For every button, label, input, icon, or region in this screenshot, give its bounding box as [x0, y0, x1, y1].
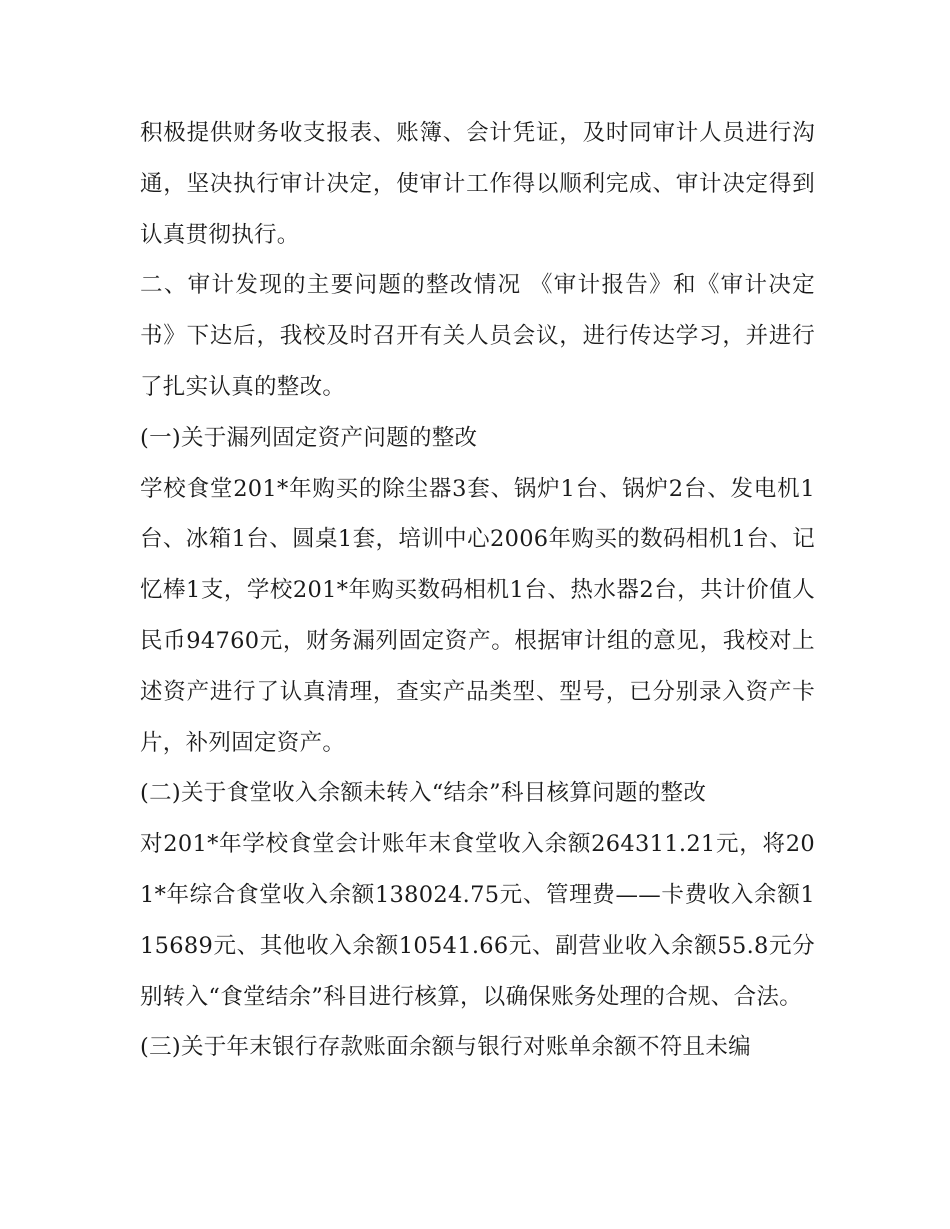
paragraph-fixed-assets: 学校食堂201*年购买的除尘器3套、锅炉1台、锅炉2台、发电机1台、冰箱1台、圆桌1套，培训中心2006年购买的数码相机1台、记忆棒1支，学校201*年购买数码相机1台、热水器2台，共计价值人民币94760元，财务漏列固定资产。根据审计组的意见，我校对上述资产进行了认真清理，查实产品类型、型号，已分别录入资产卡片，补列固定资产。: [140, 475, 815, 756]
document-body: [140, 108, 815, 1073]
paragraph-audit-cooperation: 积极提供财务收支报表、账簿、会计凭证，及时同审计人员进行沟通，坚决执行审计决定，使审计工作得以顺利完成、审计决定得到认真贯彻执行。: [140, 120, 815, 248]
paragraph-canteen-income: 对201*年学校食堂会计账年末食堂收入余额264311.21元，将201*年综合食堂收入余额138024.75元、管理费——卡费收入余额115689元、其他收入余额10541.66元、副营业收入余额55.8元分别转入“食堂结余”科目进行核算，以确保账务处理的合规、合法。: [140, 831, 815, 1010]
paragraph-subsection-one-heading: (一)关于漏列固定资产问题的整改: [140, 424, 478, 451]
paragraph-subsection-three-heading: (三)关于年末银行存款账面余额与银行对账单余额不符且未编: [140, 1034, 751, 1061]
paragraph-section-two-heading: 二、审计发现的主要问题的整改情况 《审计报告》和《审计决定书》下达后，我校及时召开有关人员会议，进行传达学习，并进行了扎实认真的整改。: [140, 272, 815, 400]
paragraph-subsection-two-heading: (二)关于食堂收入余额未转入“结余”科目核算问题的整改: [140, 780, 707, 807]
